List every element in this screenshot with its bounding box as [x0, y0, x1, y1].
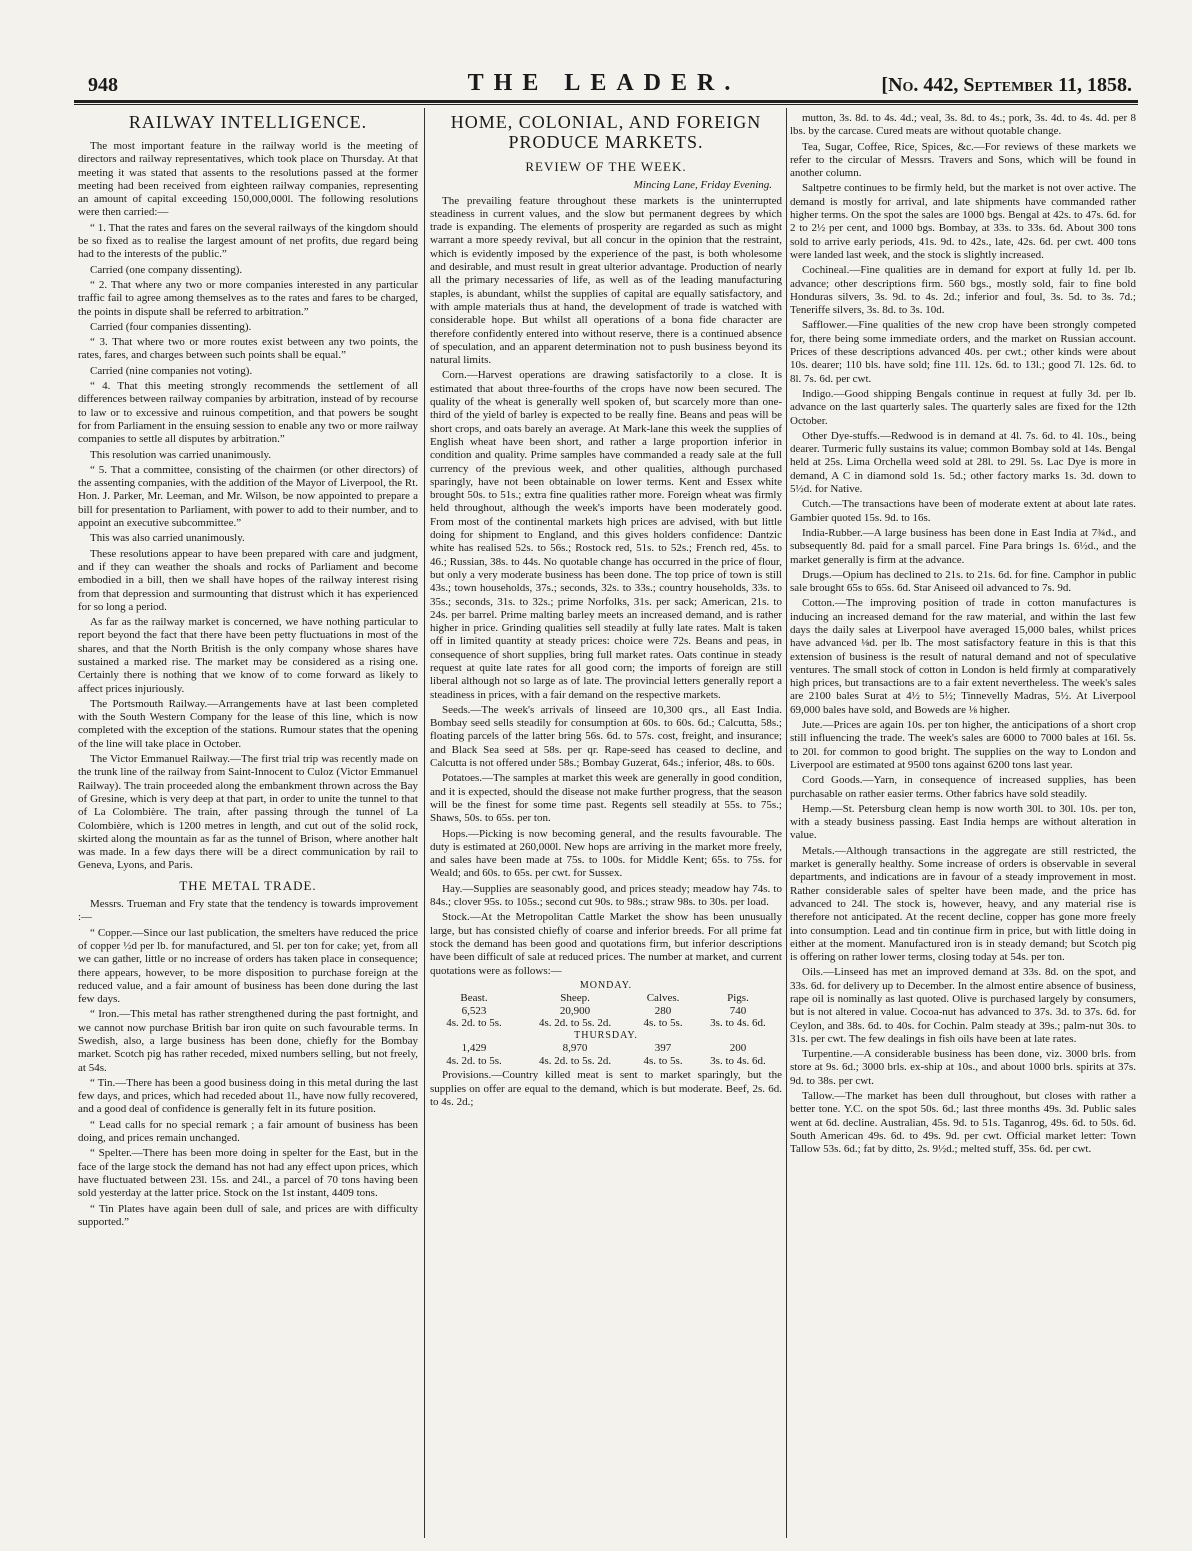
- table-cell: 3s. to 4s. 6d.: [710, 1054, 766, 1067]
- paragraph: India-Rubber.—A large business has been done in East India at 7¾d., and subsequently 8d. paid for a small parcel. Fine Para brings 1s. 6½d., and the market generally is firm at the advance.: [790, 526, 1136, 566]
- paragraph: Metals.—Although transactions in the aggregate are still restricted, the market is generally healthy. Some increase of orders is observable in several departments, and indications are in favour of a steady improvement in most. Rather considerable sales of spelter have been made, and the price has advanced to 24l. The stock is, however, heavy, and any material rise is therefore not anticipated. At the recent decline, copper has gone more freely into consumption. Lead and tin continue firm in price, but with little doing in either at the moment. Manufactured iron is in steady demand; but Scotch pig is offering on rather lower terms, closing today at 54s. per ton.: [790, 844, 1136, 964]
- paragraph: Hemp.—St. Petersburg clean hemp is now worth 30l. to 30l. 10s. per ton, with a steady business passing. East India hemps are without alteration in value.: [790, 802, 1136, 842]
- paragraph: “ 1. That the rates and fares on the several railways of the kingdom should be so fixed as to realise the largest amount of net profits, due regard being had to the interests of the public.”: [78, 221, 418, 261]
- paragraph: Potatoes.—The samples at market this week are generally in good condition, and it is expected, should the disease not make further progress, that the season will be the finest for some time past. Regents sell steadily at 55s. to 75s.; Shaws, 50s. to 65s. per ton.: [430, 772, 782, 825]
- table-cell: 740: [729, 1004, 747, 1017]
- paragraph: These resolutions appear to have been prepared with care and judgment, and if they can weather the shoals and rocks of Parliament and become embodied in a bill, then we shall have hopes of the railway interest rising from that depression and surmounting that distrust which it has experienced for so long a period.: [78, 547, 418, 613]
- cattle-headers-row: [430, 992, 782, 1005]
- paragraph: The most important feature in the railway world is the meeting of directors and railway representatives, which took place on Thursday. At that meeting it was stated that assents to the resolutions passed at the former meeting had been received from eighteen railway companies, representing an amount of capital exceeding 150,000,000l. The following resolutions were then carried:—: [78, 140, 418, 219]
- paragraph: Seeds.—The week's arrivals of linseed are 10,300 qrs., all East India. Bombay seed sells steadily for consumption at 60s. to 60s. 6d.; Calcutta, 58s.; floating parcels of the latter bring 56s. 6d. to 57s. cost, freight, and insurance; and Black Sea seed at 58s. per qr. Rape-seed has ceased to decline, and Calcutta is not offered under 58s.; Bombay Guzerat, 64s.; inferior, 48s. to 60s.: [430, 703, 782, 770]
- monday-prices-row: [430, 1017, 782, 1030]
- masthead-rule-thin: [74, 104, 1138, 105]
- paragraph: Corn.—Harvest operations are drawing satisfactorily to a close. It is estimated that about three-fourths of the crops have now been secured. The quality of the wheat is generally well spoken of, but scarcely more than one-third of the yield of barley is expected to be really fine. Beans and peas will be short crops, and oats barely an average. At Mark-lane this week the supplies of English wheat have been short, and rather a large proportion inferior in condition and quality. Prime samples have commanded a ready sale at the full currency of the previous week, and other qualities, although purchased sparingly, have not been obtainable on lower terms. Kent and Essex white brought 50s. to 51s.; extra fine qualities rather more. Foreign wheat was firmly held throughout, although the week's imports have been moderately good. From most of the continental markets high prices are advised, with but little doing for shipment to England, and this gives holders confidence: Dantzic white has realised 52s. to 56s.; Rostock red, 51s. to 52s.; French red, 45s. to 46.; Russian, 38s. to 44s. No quotable change has occurred in the price of flour, but only a very moderate business has been done. The top price of town is still 43s.; town households, 37s.; seconds, 32s. to 33s.; country households, 33s. to 35s.; seconds, 31s. to 32s.; prime Norfolks, 31s. per sack; American, 21s. to 24s. per barrel. Prime malting barley meets an increased demand, and is rather higher in price. Grinding qualities sell steadily at fully late rates. Malt is taken off in limited quantity at steady prices: choice were 72s. Beans and peas, in consequence of short supplies, bring full market rates. Oats continue in steady request at quite late rates for all good corn; the imports of foreign are still liberal although not so large as of late. The provincial letters generally report a steadiness in prices, with a fair demand on the respective markets.: [430, 369, 782, 701]
- table-cell: 4s. 2d. to 5s.: [446, 1054, 502, 1067]
- review-heading: REVIEW OF THE WEEK.: [525, 159, 687, 174]
- paragraph: This was also carried unanimously.: [90, 532, 245, 545]
- paragraph: “ 4. That this meeting strongly recommends the settlement of all differences between railway companies by arbitration, instead of by recourse to law or to excessive and ruinous competition, and that powers be sought for from Parliament in the ensuing session to enable any two or more railway companies to settle all disputes by arbitration.”: [78, 380, 418, 446]
- produce-body: [430, 195, 782, 978]
- paragraph: Oils.—Linseed has met an improved demand at 33s. 8d. on the spot, and 33s. 6d. for delivery up to December. In the almost entire absence of business, rape oil is nominally as last quoted. Olive is purchased largely by consumers, but is not altered in value. Cocoa-nut has advanced to 37s. 3d. to 37s. 6d. for Ceylon, and 38s. 6d. to 40s. for Cochin. Palm steady at 39s.; palm-nut 30s. to 31s. per cwt. The few dealings in fish oils have been at late rates.: [790, 966, 1136, 1045]
- produce-heading-line2: PRODUCE MARKETS.: [508, 132, 704, 152]
- table-cell: 1,429: [461, 1042, 487, 1055]
- table-cell: 4s. 2d. to 5s. 2d.: [538, 1017, 612, 1030]
- table-cell: 8,970: [562, 1042, 588, 1055]
- masthead-rule: [74, 100, 1138, 103]
- provisions-paragraph: Provisions.—Country killed meat is sent to market sparingly, but the supplies on offer are equal to the demand, which is but moderate. Beef, 2s. 6d. to 4s. 2d.;: [430, 1069, 782, 1108]
- thursday-prices-row: [430, 1055, 782, 1068]
- table-cell: 6,523: [461, 1004, 487, 1017]
- thursday-counts-row: [430, 1042, 782, 1055]
- table-cell: 3s. to 4s. 6d.: [710, 1017, 766, 1030]
- paragraph: Hops.—Picking is now becoming general, and the results favourable. The duty is estimated at 260,000l. New hops are arriving in the market more freely, and sales have been made at 75s. to 100s. for Middle Kent; 65s. to 75s. for Weald; and 60s. to 65s. per cwt. for Sussex.: [430, 827, 782, 880]
- paragraph: Tea, Sugar, Coffee, Rice, Spices, &c.—For reviews of these markets we refer to the circular of Messrs. Travers and Sons, which will be found in another column.: [790, 140, 1136, 180]
- column-divider-2: [786, 108, 787, 1538]
- paragraph: Tallow.—The market has been dull throughout, but closes with rather a better tone. Y.C. on the spot 50s. 6d.; last three months 49s. 3d. Public sales went at 6d. decline. Australian, 45s. 9d. to 51s. Taganrog, 49s. 6d. to 50s. 6d. South American 49s. 6d. to 49s. 9d. per cwt. Official market letter: Town Tallow 53s. 6d.; fat by ditto, 2s. 9½d.; melted stuff, 35s. 6d. per cwt.: [790, 1090, 1136, 1156]
- paragraph: “ Lead calls for no special remark ; a fair amount of business has been doing, and prices remain unchanged.: [78, 1118, 418, 1145]
- masthead: [70, 70, 1138, 98]
- table-cell: 4s. 2d. to 5s. 2d.: [538, 1054, 612, 1067]
- paragraph: “ 3. That where two or more routes exist between any two points, the rates, fares, and charges between such points shall be equal.”: [78, 336, 418, 362]
- paragraph: Cutch.—The transactions have been of moderate extent at about late rates. Gambier quoted 15s. 9d. to 16s.: [790, 498, 1136, 524]
- paragraph: The Victor Emmanuel Railway.—The first trial trip was recently made on the trunk line of the railway from Saint-Innocent to Culoz (Victor Emmanuel Railway). The train proceeded along the embankment thrown across the Bay of Gresine, which is very deep at that part, in order to unite the tunnel to that of La Colombière. The train, after passing through the tunnel of La Colombière, which is 1200 metres in length, and cut out of the solid rock, skirted along the mountain as far as the tunnel of Brison, where another halt was made. In a few days there will be a direct communication by rail to Geneva, Lyons, and Paris.: [78, 753, 418, 872]
- railway-heading: RAILWAY INTELLIGENCE.: [128, 112, 368, 132]
- railway-body: [78, 140, 418, 873]
- paragraph: “ Spelter.—There has been more doing in spelter for the East, but in the face of the large stock the demand has not had any effect upon prices, which have fluctuated between 23l. 15s. and 24l., a parcel of 70 tons having been sold yesterday at the latter price. Stock on the 1st instant, 4409 tons.: [78, 1147, 418, 1200]
- table-cell: Calves.: [646, 992, 680, 1005]
- newspaper-title: THE LEADER.: [467, 70, 741, 96]
- paragraph: Stock.—At the Metropolitan Cattle Market the show has been unusually large, but has consisted chiefly of coarse and inferior breeds. For all prime fat stock the demand has been good and quotations firm, but inferior descriptions have been difficult of sale at reduced prices. The number at market, and current quotations were as follows:—: [430, 911, 782, 977]
- paragraph: Safflower.—Fine qualities of the new crop have been strongly competed for, there being some immediate orders, and the market on Russian account. Prices of these descriptions advanced 40s. per cwt.; other kinds were about 10s. dearer; 110 bls. have sold; fine 11l. 12s. 6d. to 13l.; good 7l. 12s. 6d. to 8l. 7s. 6d. per cwt.: [790, 319, 1136, 385]
- table-cell: 397: [654, 1042, 672, 1055]
- paragraph: “ Tin.—There has been a good business doing in this metal during the last few days, and prices, which had receded about 1l., have now fully recovered, and a good deal of confidence is generally felt in its future position.: [78, 1076, 418, 1116]
- metal-heading: THE METAL TRADE.: [179, 877, 317, 893]
- table-cell: Sheep.: [560, 992, 590, 1005]
- paragraph: Saltpetre continues to be firmly held, but the market is not over active. The demand is mostly for arrival, and late shipments have commanded rather higher terms. On the spot the sales are 1000 bgs. Bengal at 42s. to 47s. 6d. for 2 to 2½ per cent, and 1000 bgs. Bombay, at 33s. to 33s. 6d. About 300 tons sold to arrive early periods, 41s. 9d. to 42s., late, 42s. 6d. per cwt. 400 tons were landed last week, and the stock is slightly increased.: [790, 182, 1136, 261]
- paragraph: This resolution was carried unanimously.: [90, 448, 272, 461]
- paragraph: As far as the railway market is concerned, we have nothing particular to report beyond the fact that there have been petty fluctuations in most of the shares, and that the North British is the only company whose shares have sustained a marked rise. The market may be considered as a rising one. Certainly there is nothing that we know of to come forward as likely to affect prices injuriously.: [78, 616, 418, 695]
- paragraph: Indigo.—Good shipping Bengals continue in request at fully 3d. per lb. advance on the last quarterly sales. The quarterly sales are fixed for the 12th October.: [790, 387, 1136, 427]
- paragraph: The prevailing feature throughout these markets is the uninterrupted steadiness in current values, and the slow but permanent degrees by which trade is expanding. The elements of prosperity are regarded as such as might warrant a more speedy revival, but all concur in the opinion that the restraint, which is evidently imposed by the experience of the past, is both wholesome and desirable, and must result in great ulterior advantage. Production of nearly all the primary necessaries of life, as well as of the leading manufacturing staples, is abundant, whilst the supplies of capital are equally satisfactory, and with ample materials thus at hand, the development of trade is watched with considerable hope. But whilst all operations of a bona fide character are therefore confidently entered into without reserve, there is a continued absence of speculation, and an apparent determination not to push business beyond its natural limits.: [430, 194, 782, 367]
- paragraph: Drugs.—Opium has declined to 21s. to 21s. 6d. for fine. Camphor in public sale brought 65s to 65s. 6d. Star Aniseed oil advanced to 7s. 9d.: [790, 568, 1136, 595]
- paragraph: Other Dye-stuffs.—Redwood is in demand at 4l. 7s. 6d. to 4l. 10s., being dearer. Turmeric fully sustains its value; common Bombay sold at 14s. Bengal held at 25s. Lima Orchella weed sold at 28l. to 29l. 5s. Lac Dye is more in demand, A C in diamond sold 1s. 5d.; other factory marks 1s. 3d. down to 5½d. for Native.: [790, 429, 1136, 496]
- paragraph: Cochineal.—Fine qualities are in demand for export at fully 1d. per lb. advance; other descriptions firm. 560 bgs., mostly sold, fair to fine bold Honduras silvers, 3s. 9d. to 4s. 2d.; inferior and foul, 3s. 5d. to 3s. 7d.; Teneriffe silvers, 3s. 8d. to 3s. 10d.: [790, 264, 1136, 317]
- paragraph: mutton, 3s. 8d. to 4s. 4d.; veal, 3s. 8d. to 4s.; pork, 3s. 4d. to 4s. 4d. per 8 lbs. by the carcase. Cured meats are without quotable change.: [790, 112, 1136, 138]
- paragraph: “ Copper.—Since our last publication, the smelters have reduced the price of copper ½d per lb. for manufactured, and 5l. per ton for cake; yet, from all we can gather, little or no increase of orders has taken place in consequence; there appears, however, to be more disposition to purchase foreign at the reduced value, and a fair amount of business has been done during the last few days.: [78, 926, 418, 1006]
- table-cell: 200: [729, 1042, 747, 1055]
- dateline: Mincing Lane, Friday Evening.: [633, 179, 772, 192]
- table-cell: 4s. to 5s.: [643, 1017, 683, 1030]
- page-number: 948: [88, 74, 118, 96]
- paragraph: “ Iron.—This metal has rather strengthened during the past fortnight, and we cannot now purchase British bar iron quite on such favourable terms. In Swedish, also, a large business has been done, chiefly for the Bombay market. Scotch pig has rather receded, mixed numbers selling, but not freely, at 54s.: [78, 1008, 418, 1074]
- table-cell: 4s. to 5s.: [643, 1054, 683, 1067]
- issue-date: [No. 442, September 11, 1858.: [881, 74, 1132, 96]
- paragraph: “ 5. That a committee, consisting of the chairmen (or other directors) of the assenting companies, with the addition of the Mayor of Liverpool, the Rt. Hon. J. Parker, Mr. Leeman, and Mr. Wilson, be now appointed to prepare a bill for presentation to Parliament, with power to add to their number, and to appoint an executive subcommittee.”: [78, 463, 419, 530]
- market-reports-body: [790, 112, 1136, 1157]
- table-cell: 20,900: [559, 1004, 591, 1017]
- paragraph: Hay.—Supplies are seasonably good, and prices steady; meadow hay 74s. to 84s.; clover 95s. to 105s.; second cut 90s. to 98s.; straw 98s. to 30s. per load.: [430, 882, 782, 909]
- paragraph: Carried (four companies dissenting).: [90, 320, 252, 333]
- table-cell: 280: [654, 1004, 672, 1017]
- paragraph: Cord Goods.—Yarn, in consequence of increased supplies, has been purchasable on rather easier terms. Other fabrics have sold steadily.: [790, 774, 1136, 800]
- column-1: [78, 112, 418, 1231]
- column-2: [430, 112, 782, 1109]
- paragraph: Carried (nine companies not voting).: [90, 364, 253, 377]
- paragraph: Turpentine.—A considerable business has been done, viz. 3000 brls. from store at 9s. 6d.; 3000 brls. ex-ship at 10s., and about 1000 brls. spirits at 37s. 9d. to 38s. per cwt.: [790, 1048, 1136, 1087]
- produce-heading: [430, 112, 782, 152]
- thursday-label: THURSDAY.: [574, 1029, 638, 1041]
- column-divider-1: [424, 108, 425, 1538]
- paragraph: The Portsmouth Railway.—Arrangements have at last been completed with the South Western Company for the lease of this line, which is now completed with the exception of the stations. Rumour states that the opening of the line will take place in October.: [78, 697, 418, 750]
- cattle-market-table: [430, 980, 782, 1068]
- paragraph: “ 2. That where any two or more companies interested in any particular traffic fail to agree among themselves as to the rates and fares to be charged, the points in dispute shall be referred to arbitration.”: [78, 278, 418, 318]
- paragraph: Jute.—Prices are again 10s. per ton higher, the anticipations of a short crop still influencing the trade. The week's sales are 6000 to 7000 bales at 16l. 5s. to 20l. for common to good bright. The supplies on the way to London and Liverpool are estimated at 9500 tons against 6200 tons last year.: [790, 719, 1136, 771]
- paragraph: Carried (one company dissenting).: [90, 263, 243, 276]
- table-cell: 4s. 2d. to 5s.: [446, 1017, 502, 1030]
- column-3: [790, 112, 1136, 1159]
- produce-heading-line1: HOME, COLONIAL, AND FOREIGN: [450, 112, 762, 132]
- metal-body: [78, 898, 418, 1229]
- paragraph: “ Tin Plates have again been dull of sale, and prices are with difficulty supported.”: [78, 1202, 418, 1228]
- paragraph: Cotton.—The improving position of trade in cotton manufactures is inducing an increased demand for the raw material, and within the last few days the daily sales at Liverpool have averaged 15,000 bales, whilst prices have advanced ⅛d. per lb. The most satisfactory feature in this is that this extension of business is the result of natural demand and not of speculative ventures. The small stock of cotton in London is held firmly at comparatively high prices, but transactions are to a fair extent nevertheless. The week's sales are 2100 bales Surat at 4½ to 5½; Tinnevelly Madras, 5½. At Liverpool 69,000 bales have sold, and Boweds are ⅛ higher.: [790, 597, 1136, 716]
- table-cell: Beast.: [460, 992, 488, 1005]
- table-cell: Pigs.: [727, 992, 749, 1005]
- monday-counts-row: [430, 1005, 782, 1018]
- monday-label: MONDAY.: [579, 979, 633, 991]
- paragraph: Messrs. Trueman and Fry state that the tendency is towards improvement :—: [78, 898, 418, 924]
